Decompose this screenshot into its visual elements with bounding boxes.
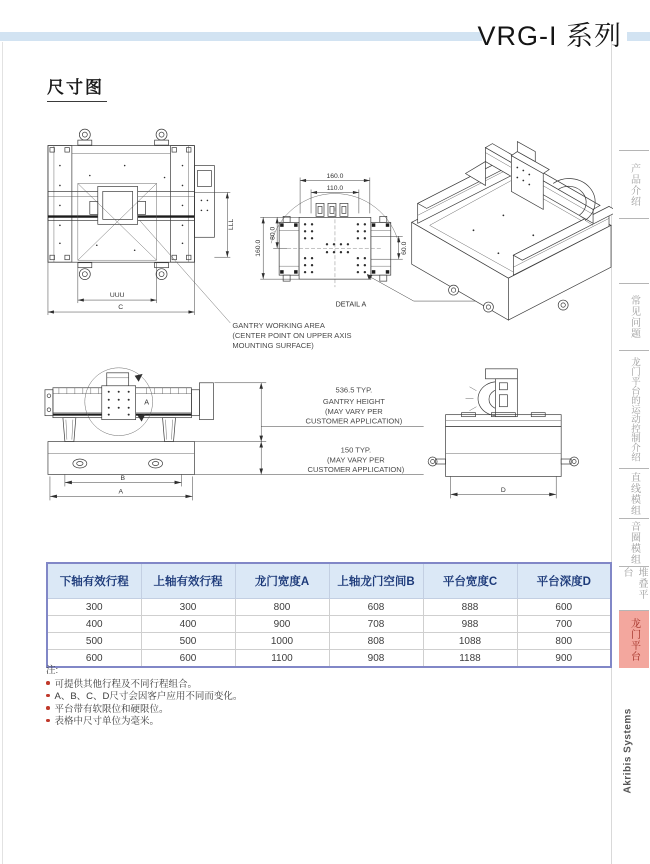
table-cell: 900	[517, 650, 611, 668]
table-cell: 300	[141, 599, 235, 616]
dimension-drawings	[35, 125, 613, 515]
dim-label-c: C	[118, 304, 124, 312]
table-header-row	[47, 563, 611, 599]
note-item: A、B、C、D尺寸会因客户应用不同而变化。	[46, 691, 242, 704]
side-view-drawing	[428, 369, 578, 499]
sidebar-tab-faq: 常见问题	[619, 283, 649, 350]
sidebar-tab-stacked-stages: 堆叠平台	[619, 566, 649, 610]
table-cell: 608	[329, 599, 423, 616]
isometric-drawing	[412, 142, 613, 320]
dim-label-lll: LLL	[227, 218, 235, 230]
svg-text:(MAY VARY PER: (MAY VARY PER	[325, 407, 383, 417]
note-item: 平台带有软限位和硬限位。	[46, 704, 242, 717]
table-cell: 600	[517, 599, 611, 616]
table-cell: 1188	[423, 650, 517, 668]
table-header-cell: 上轴有效行程	[141, 563, 235, 599]
table-cell: 808	[329, 633, 423, 650]
dim-label-a: A	[118, 488, 123, 496]
base-height-annotation	[307, 446, 404, 474]
bullet-icon	[46, 694, 50, 698]
svg-text:150 TYP.: 150 TYP.	[340, 445, 372, 455]
section-title: 尺寸图	[47, 73, 107, 102]
working-area-annotation	[232, 321, 351, 350]
table-cell: 400	[141, 616, 235, 633]
sidebar-tab-selection-factors	[619, 218, 649, 283]
table-row	[47, 599, 611, 616]
bullet-icon	[46, 681, 50, 685]
svg-text:GANTRY HEIGHT: GANTRY HEIGHT	[322, 397, 385, 407]
sidebar-tab-gantry-stages: 龙门平台	[619, 610, 649, 668]
gantry-height-annotation	[305, 386, 402, 426]
table-cell: 1088	[423, 633, 517, 650]
svg-text:GANTRY WORKING AREA: GANTRY WORKING AREA	[232, 320, 325, 330]
dim-label-160-top: 160.0	[326, 172, 344, 180]
table-cell: 300	[47, 599, 141, 616]
note-item: 表格中尺寸单位为毫米。	[46, 716, 242, 729]
header-accent-band-right	[627, 32, 650, 41]
page-title: VRG-I 系列	[477, 21, 622, 51]
notes	[46, 665, 242, 729]
table-cell: 988	[423, 616, 517, 633]
notes-title: 注:	[46, 665, 59, 676]
dim-label-b: B	[120, 474, 125, 482]
sidebar-tab-linear-modules: 直线模组	[619, 468, 649, 518]
svg-text:(MAY VARY PER: (MAY VARY PER	[327, 455, 385, 465]
table-cell: 708	[329, 616, 423, 633]
svg-text:CUSTOMER APPLICATION): CUSTOMER APPLICATION)	[305, 416, 403, 426]
table-cell: 800	[517, 633, 611, 650]
table-header-cell: 平台宽度C	[423, 563, 517, 599]
section-flag-label: A	[144, 398, 150, 407]
table-cell: 600	[141, 650, 235, 668]
dim-label-160-left: 160.0	[255, 239, 263, 257]
dim-label-80: 80.0	[269, 226, 277, 240]
sidebar-tab-voice-coil-modules: 音圈模组	[619, 518, 649, 566]
top-view-drawing	[48, 129, 235, 323]
dim-label-d: D	[500, 486, 506, 494]
table-row	[47, 633, 611, 650]
table-cell: 1000	[235, 633, 329, 650]
table-cell: 888	[423, 599, 517, 616]
dim-label-60: 60.0	[401, 241, 409, 255]
table-row	[47, 616, 611, 633]
detail-a-label: DETAIL A	[335, 300, 367, 309]
table-cell: 900	[235, 616, 329, 633]
header-accent-band-left	[0, 32, 482, 41]
svg-text:536.5 TYP.: 536.5 TYP.	[335, 385, 373, 395]
table-cell: 500	[141, 633, 235, 650]
table-header-cell: 平台深度D	[517, 563, 611, 599]
table-header-cell: 龙门宽度A	[235, 563, 329, 599]
bullet-icon	[46, 719, 50, 723]
table-cell: 400	[47, 616, 141, 633]
sidebar-tab-product-intro: 产品介绍	[619, 150, 649, 218]
bullet-icon	[46, 706, 50, 710]
table-cell: 700	[517, 616, 611, 633]
sidebar-tab-gantry-motion-control: 龙门平台的运动控制介绍	[619, 350, 649, 468]
note-item: 可提供其他行程及不同行程组合。	[46, 679, 242, 692]
table-cell: 500	[47, 633, 141, 650]
table-cell: 908	[329, 650, 423, 668]
table-header-cell: 下轴有效行程	[47, 563, 141, 599]
svg-text:(CENTER POINT ON UPPER AXIS: (CENTER POINT ON UPPER AXIS	[232, 330, 352, 340]
table-cell: 800	[235, 599, 329, 616]
table-header-cell: 上轴龙门空间B	[329, 563, 423, 599]
svg-text:CUSTOMER APPLICATION): CUSTOMER APPLICATION)	[307, 464, 405, 474]
svg-text:MOUNTING SURFACE): MOUNTING SURFACE)	[232, 340, 314, 350]
section-index-sidebar	[617, 150, 650, 668]
dimensions-table	[46, 562, 612, 668]
dim-label-uuu: UUU	[109, 292, 125, 300]
table-cell: 1100	[235, 650, 329, 668]
table-cell: 600	[47, 650, 141, 668]
dim-label-110: 110.0	[326, 184, 344, 192]
brand-vertical-text: Akribis Systems	[622, 708, 634, 794]
page-left-border	[2, 42, 3, 864]
